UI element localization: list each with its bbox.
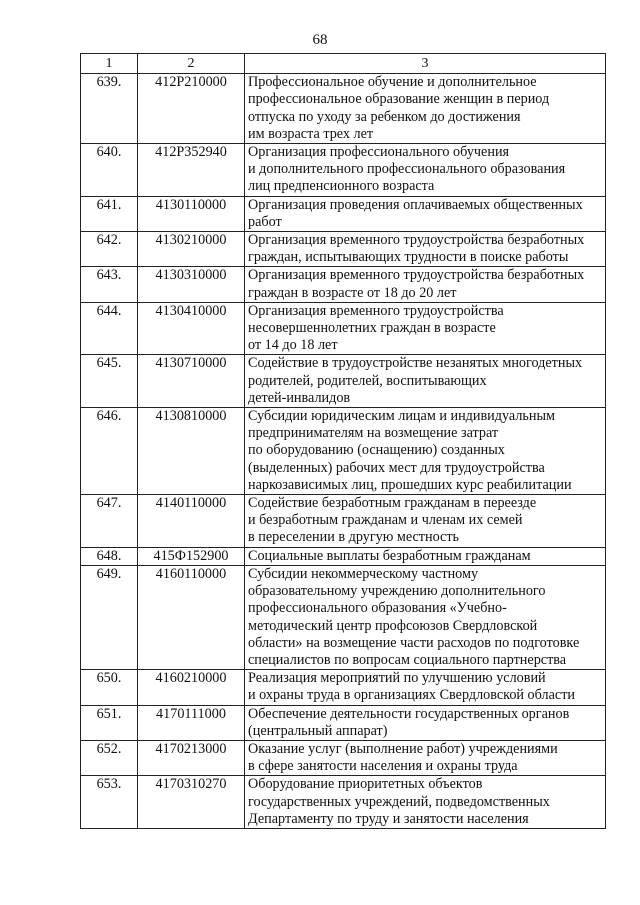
- row-number: 640.: [81, 144, 138, 197]
- table-row: [81, 232, 606, 267]
- table-row: [81, 74, 606, 144]
- page-number: 68: [312, 32, 328, 48]
- budget-classification-table: [80, 53, 606, 829]
- row-code: 412P210000: [138, 74, 245, 144]
- table-row: [81, 495, 606, 548]
- row-code: 4130410000: [138, 302, 245, 355]
- row-code: 4130210000: [138, 232, 245, 267]
- table-row: [81, 547, 606, 565]
- row-code: 4170213000: [138, 740, 245, 775]
- row-number: 639.: [81, 74, 138, 144]
- row-name: Субсидии некоммерческому частному образовательному учреждению дополнительного профессионального образования «Учебно- методический центр профсоюзов Свердловской области» на возмещение части расходов по подготовке специалистов по вопросам социального партнерства: [245, 565, 606, 669]
- row-code: 4160210000: [138, 670, 245, 705]
- row-name: Содействие безработным гражданам в переезде и безработным гражданам и членам их семей в переселении в другую местность: [245, 495, 606, 548]
- row-name: Организация проведения оплачиваемых общественных работ: [245, 196, 606, 231]
- row-number: 644.: [81, 302, 138, 355]
- table-row: [81, 408, 606, 495]
- row-number: 650.: [81, 670, 138, 705]
- row-code: 4130810000: [138, 408, 245, 495]
- row-name: Организация временного трудоустройства безработных граждан, испытывающих трудности в поиске работы: [245, 232, 606, 267]
- row-code: 4130110000: [138, 196, 245, 231]
- table-row: [81, 670, 606, 705]
- row-number: 646.: [81, 408, 138, 495]
- row-code: 412P352940: [138, 144, 245, 197]
- table-row: [81, 776, 606, 829]
- row-name: Обеспечение деятельности государственных органов (центральный аппарат): [245, 705, 606, 740]
- table-row: [81, 705, 606, 740]
- row-number: 652.: [81, 740, 138, 775]
- row-code: 4160110000: [138, 565, 245, 669]
- row-name: Организация профессионального обучения и дополнительного профессионального образования лиц предпенсионного возраста: [245, 144, 606, 197]
- table-row: [81, 355, 606, 408]
- table-row: [81, 144, 606, 197]
- table-row: [81, 196, 606, 231]
- table-header-row: [81, 54, 606, 74]
- row-number: 642.: [81, 232, 138, 267]
- row-code: 4130710000: [138, 355, 245, 408]
- header-col-name: 3: [245, 54, 606, 74]
- row-number: 645.: [81, 355, 138, 408]
- row-name: Профессиональное обучение и дополнительное профессиональное образование женщин в период отпуска по уходу за ребенком до достижения им возраста трех лет: [245, 74, 606, 144]
- row-name: Организация временного трудоустройства безработных граждан в возрасте от 18 до 20 лет: [245, 267, 606, 302]
- header-col-code: 2: [138, 54, 245, 74]
- table-row: [81, 267, 606, 302]
- table-row: [81, 565, 606, 669]
- table-body: [81, 74, 606, 829]
- row-number: 647.: [81, 495, 138, 548]
- row-code: 4170111000: [138, 705, 245, 740]
- row-code: 4170310270: [138, 776, 245, 829]
- row-name: Организация временного трудоустройства несовершеннолетних граждан в возрасте от 14 до 18 лет: [245, 302, 606, 355]
- row-code: 415Ф152900: [138, 547, 245, 565]
- row-name: Оказание услуг (выполнение работ) учреждениями в сфере занятости населения и охраны труда: [245, 740, 606, 775]
- row-name: Субсидии юридическим лицам и индивидуальным предпринимателям на возмещение затрат по оборудованию (оснащению) созданных (выделенных) рабочих мест для трудоустройства наркозависимых лиц, прошедших курс реабилитации: [245, 408, 606, 495]
- row-code: 4130310000: [138, 267, 245, 302]
- header-col-number: 1: [81, 54, 138, 74]
- row-number: 653.: [81, 776, 138, 829]
- row-number: 643.: [81, 267, 138, 302]
- row-number: 641.: [81, 196, 138, 231]
- table-row: [81, 302, 606, 355]
- row-name: Содействие в трудоустройстве незанятых многодетных родителей, родителей, воспитывающих детей-инвалидов: [245, 355, 606, 408]
- row-name: Социальные выплаты безработным гражданам: [245, 547, 606, 565]
- table-row: [81, 740, 606, 775]
- row-number: 651.: [81, 705, 138, 740]
- row-number: 648.: [81, 547, 138, 565]
- row-name: Оборудование приоритетных объектов государственных учреждений, подведомственных Департаменту по труду и занятости населения: [245, 776, 606, 829]
- row-code: 4140110000: [138, 495, 245, 548]
- row-number: 649.: [81, 565, 138, 669]
- row-name: Реализация мероприятий по улучшению условий и охраны труда в организациях Свердловской области: [245, 670, 606, 705]
